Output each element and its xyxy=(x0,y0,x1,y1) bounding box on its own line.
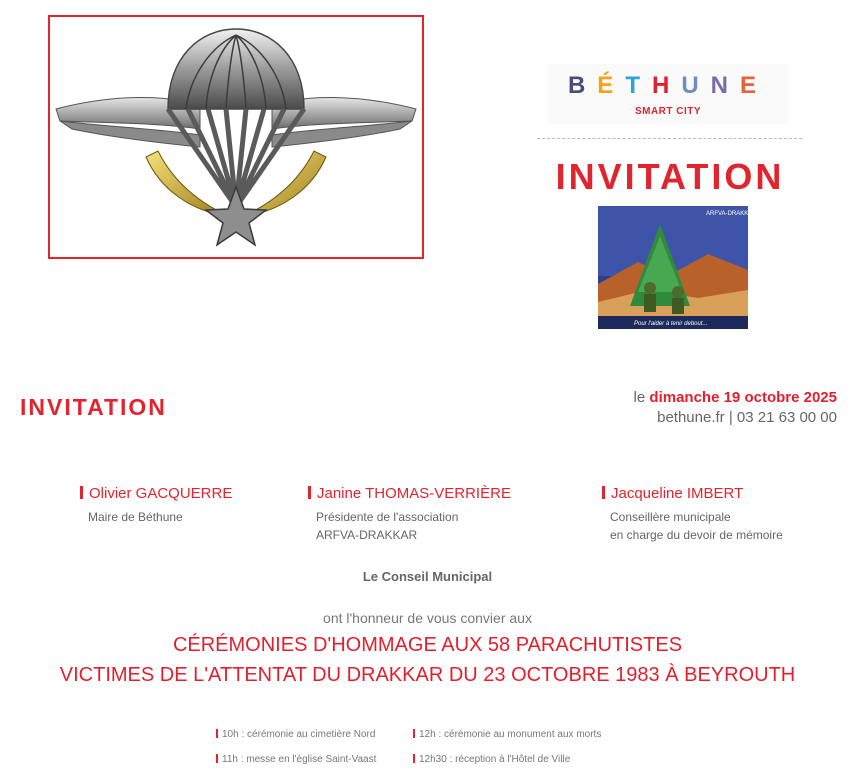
schedule-text: 11h : messe en l'église Saint-Vaast xyxy=(222,754,377,765)
accent-bar xyxy=(602,486,605,499)
host-role-line: Conseillère municipale xyxy=(610,510,731,524)
accent-bar xyxy=(80,486,83,499)
schedule-text: 10h : cérémonie au cimetière Nord xyxy=(222,729,376,740)
badge-image-frame xyxy=(48,15,424,259)
schedule-item xyxy=(216,729,375,740)
logo-letter: H xyxy=(651,72,682,99)
parachutist-badge-image xyxy=(50,17,422,257)
contact-line: bethune.fr | 03 21 63 00 00 xyxy=(657,409,837,426)
invitation-heading: INVITATION xyxy=(555,156,785,197)
poster-caption: ARFVA-DRAKKAR xyxy=(706,211,757,217)
schedule-item xyxy=(413,729,601,740)
ceremony-title-line2: VICTIMES DE L'ATTENTAT DU DRAKKAR DU 23 OCTOBRE 1983 À BEYROUTH xyxy=(59,664,796,686)
host-name: Janine THOMAS-VERRIÈRE xyxy=(317,485,511,502)
host-role xyxy=(308,508,511,544)
logo-letter: É xyxy=(597,72,626,99)
host-role-line: Maire de Béthune xyxy=(88,510,183,524)
accent-bar xyxy=(413,729,415,738)
logo-letter: U xyxy=(681,72,711,99)
accent-bar xyxy=(216,754,218,763)
schedule-text: 12h30 : réception à l'Hôtel de Ville xyxy=(419,754,571,765)
host-block xyxy=(80,485,232,526)
bethune-logo xyxy=(548,64,788,124)
logo-letter: T xyxy=(625,72,652,99)
logo-wordmark xyxy=(548,72,788,100)
host-role-line: en charge du devoir de mémoire xyxy=(610,528,783,542)
accent-bar xyxy=(216,729,218,738)
host-block xyxy=(602,485,783,544)
accent-bar xyxy=(413,754,415,763)
host-name-row xyxy=(308,485,511,502)
schedule-item xyxy=(413,754,570,765)
event-date: dimanche 19 octobre 2025 xyxy=(649,389,837,406)
dashed-divider xyxy=(537,138,802,139)
schedule-item xyxy=(216,754,376,765)
host-name-row xyxy=(80,485,232,502)
host-name: Olivier GACQUERRE xyxy=(89,485,233,502)
accent-bar xyxy=(308,486,311,499)
date-line xyxy=(634,389,837,406)
host-role xyxy=(80,508,232,526)
host-name-row xyxy=(602,485,783,502)
host-name: Jacqueline IMBERT xyxy=(611,485,744,502)
schedule-text: 12h : cérémonie au monument aux morts xyxy=(419,729,602,740)
host-role-line: ARFVA-DRAKKAR xyxy=(316,528,418,542)
invitation-label: INVITATION xyxy=(20,394,167,420)
host-role xyxy=(602,508,783,544)
host-role-line: Présidente de l'association xyxy=(316,510,459,524)
date-prefix: le xyxy=(633,389,646,406)
conseil-municipal: Le Conseil Municipal xyxy=(362,569,493,584)
host-block xyxy=(308,485,511,544)
logo-letter: E xyxy=(740,72,769,99)
ceremony-title-line1: CÉRÉMONIES D'HOMMAGE AUX 58 PARACHUTISTES xyxy=(172,634,683,656)
arfva-drakkar-poster xyxy=(598,206,757,329)
honneur-text: ont l'honneur de vous convier aux xyxy=(323,610,532,626)
logo-letter: B xyxy=(567,72,598,99)
poster-image xyxy=(598,206,757,329)
poster-bottom-text: Pour l'aider à tenir debout... xyxy=(634,321,708,327)
logo-subtitle: SMART CITY xyxy=(634,106,702,117)
logo-letter: N xyxy=(710,72,741,99)
